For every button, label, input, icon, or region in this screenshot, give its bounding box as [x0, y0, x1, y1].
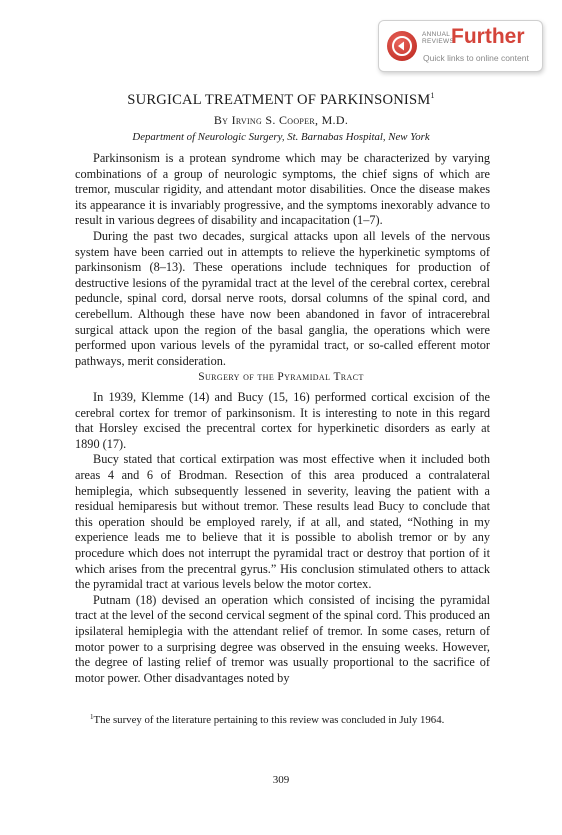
- byline: By Irving S. Cooper, M.D.: [213, 113, 349, 127]
- paragraph: Parkinsonism is a protean syndrome which may be characterized by varying combinations of a group of neurologic symptoms, the chief signs of which are tremor, muscular rigidity, and attendant motor disabilities. Once the disease makes its appearance it is invariably progressive, and the symptoms inexorably advance to result in various degrees of disability and incapacitation (1–7).: [75, 151, 490, 228]
- further-badge[interactable]: [378, 20, 543, 72]
- annual-reviews-logo-text: ANNUAL REVIEWS: [422, 31, 455, 45]
- paragraph: Bucy stated that cortical extirpation was most effective when it included both areas 4 and 6 of Brodman. Resection of this area produced a contralateral hemiplegia, which subsequently lessened in severity, leaving the patient with a residual hemiparesis but without tremor. These results lead Bucy to conclude that this operation should be employed rarely, if at all, and stated, “Nothing in my experience leads me to believe that it is possible to abolish tremor or by any procedure which does not interrupt the pyramidal tract or destroy that portion of it which arises from the precentral gyrus.” His conclusion stimulated others to attack the pyramidal tract at various levels below the motor cortex.: [75, 452, 490, 592]
- article-title: SURGICAL TREATMENT OF PARKINSONISM$^1$: [127, 91, 435, 108]
- author-name: Irving S. Cooper: [231, 113, 315, 127]
- title-footnote-mark: 1: [430, 91, 435, 100]
- footnote: $^1$The survey of the literature pertaining to this review was concluded in July 1964.: [90, 713, 445, 726]
- footnote-mark: 1: [90, 713, 94, 721]
- department-affiliation: Department of Neurologic Surgery, St. Barnabas Hospital, New York: [132, 131, 430, 143]
- section-heading: Surgery of the Pyramidal Tract: [198, 371, 364, 383]
- pyramidal-tract-section: [75, 390, 490, 686]
- paragraph: In 1939, Klemme (14) and Bucy (15, 16) performed cortical excision of the cerebral cortex for tremor of parkinsonism. It is interesting to note in this regard that Horsley excised the precentral cortex for hyperkinetic disorders as early at 1890 (17).: [75, 390, 490, 451]
- author-degree: , M.D.: [314, 113, 349, 127]
- paragraph: Putnam (18) devised an operation which consisted of incising the pyramidal tract at the level of the second cervical segment of the spinal cord. This produced an ipsilateral hemiplegia with the attendant relief of tremor. In some cases, return of motor power to a surprising degree was observed in the ensuing weeks. However, the degree of lasting relief of tremor was usually proportional to the sacrifice of motor power. Other disadvantages noted by: [75, 592, 490, 685]
- arrow-left-icon: [387, 31, 417, 61]
- further-label: Further: [451, 25, 525, 48]
- quick-links-label: Quick links to online content: [423, 53, 529, 63]
- intro-section: [75, 151, 490, 369]
- paragraph: During the past two decades, surgical attacks upon all levels of the nervous system have been carried out in attempts to relieve the hyperkinetic symptoms of parkinsonism (8–13). These operations include techniques for production of destructive lesions of the pyramidal tract at the level of the cerebral cortex, cerebral peduncle, spinal cord, dorsal nerve roots, dorsal columns of the spinal cord, and cerebellum. Although these have now been abandoned in favor of intracerebral surgical attack upon the region of the basal ganglia, the operations which were performed upon various levels of the pyramidal tract, or so-called efferent motor pathways, merit consideration.: [75, 228, 490, 368]
- page-number: 309: [272, 774, 290, 786]
